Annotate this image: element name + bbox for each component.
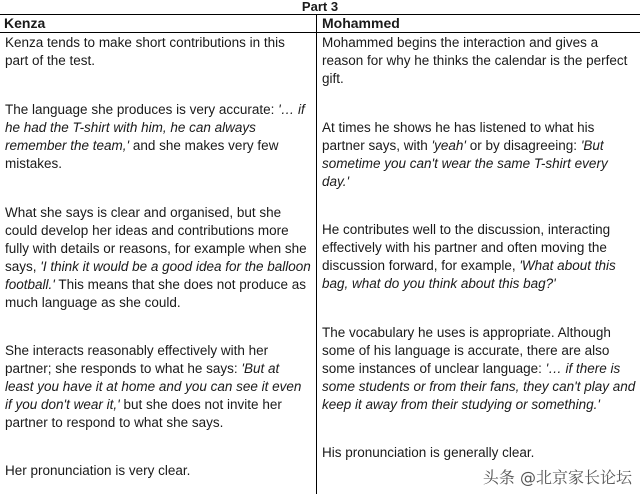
kenza-p4-text-b: but she does not invite her partner to respond to what she says. [5, 397, 282, 430]
kenza-p4-quote: 'But at least you have it at home and you can see it even if you don't wear it,' [5, 361, 302, 412]
mohammed-p5-text: His pronunciation is generally clear. [322, 445, 535, 460]
mohammed-p3-quote: 'What about this bag, what do you think about this bag?' [322, 258, 616, 291]
mohammed-paragraph-4 [322, 324, 636, 414]
kenza-p4-text-a: She interacts reasonably effectively with her partner; she responds to what he says: [5, 343, 269, 376]
mohammed-p2-text-b: or by disagreeing: [465, 138, 581, 153]
table-top-border [0, 14, 640, 15]
column-header-mohammed: Mohammed [322, 15, 400, 31]
kenza-p2-text-a: The language she produces is very accurate: [5, 102, 279, 117]
page-title: Part 3 [301, 0, 339, 14]
kenza-paragraph-2 [5, 101, 311, 173]
column-divider [316, 14, 317, 494]
kenza-p2-quote: '… if he had the T-shirt with him, he can always remember the team,' [5, 102, 305, 153]
mohammed-p4-quote: '… if there is some students or from their fans, they can't play and keep it away from their studying or something.' [322, 361, 636, 412]
kenza-p1-text: Kenza tends to make short contributions in this part of the test. [5, 35, 285, 68]
kenza-p3-quote: 'I think it would be a good idea for the balloon football.' [5, 259, 311, 292]
kenza-paragraph-5 [5, 462, 311, 480]
mohammed-paragraph-5 [322, 444, 636, 462]
kenza-paragraph-4 [5, 342, 311, 432]
mohammed-p3-text-a: He contributes well to the discussion, interacting effectively with his partner and often moving the discussion forward, for example, [322, 222, 611, 273]
kenza-p5-text: Her pronunciation is very clear. [5, 463, 191, 478]
mohammed-paragraph-3 [322, 221, 636, 293]
mohammed-p2-text-a: At times he shows he has listened to what his partner says, with [322, 120, 595, 153]
mohammed-p2-quote-1: 'yeah' [431, 138, 466, 153]
header-row-border [0, 32, 640, 33]
mohammed-p2-quote-2: 'But sometime you can't wear the same T-shirt every day.' [322, 138, 608, 189]
mohammed-p4-text-a: The vocabulary he uses is appropriate. Although some of his language is accurate, there are also some instances of unclear language: [322, 325, 611, 376]
column-header-kenza: Kenza [4, 15, 46, 31]
kenza-p3-text-a: What she says is clear and organised, but she could develop her ideas and contributions more fully with details or reasons, for example when she says, [5, 205, 307, 274]
kenza-paragraph-3 [5, 204, 311, 312]
watermark: 头条 @北京家长论坛 [482, 468, 632, 487]
mohammed-p1-text: Mohammed begins the interaction and gives a reason for why he thinks the calendar is the perfect gift. [322, 35, 628, 86]
mohammed-paragraph-1 [322, 34, 636, 88]
kenza-p2-text-b: and she makes very few mistakes. [5, 138, 279, 171]
kenza-paragraph-1 [5, 34, 311, 70]
mohammed-paragraph-2 [322, 119, 636, 191]
kenza-p3-text-b: This means that she does not produce as much language as she could. [5, 277, 307, 310]
